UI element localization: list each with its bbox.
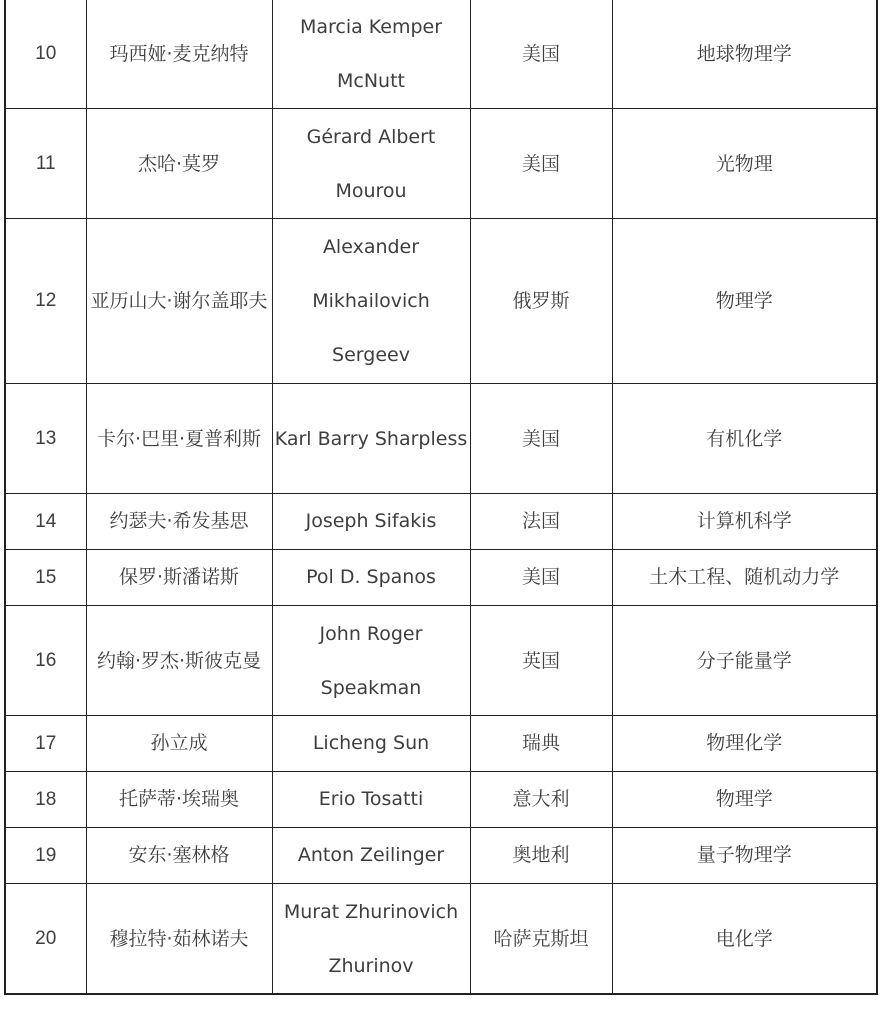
row-number-cell: 11 <box>5 109 86 219</box>
chinese-name-cell: 约瑟夫·希发基思 <box>86 494 272 550</box>
field-cell: 土木工程、随机动力学 <box>612 550 877 606</box>
english-name-cell: Pol D. Spanos <box>272 550 470 606</box>
table-row <box>5 884 877 995</box>
country-cell: 法国 <box>470 494 612 550</box>
field-cell: 电化学 <box>612 884 877 995</box>
field-cell: 光物理 <box>612 109 877 219</box>
row-number-cell: 18 <box>5 772 86 828</box>
field-cell: 物理化学 <box>612 716 877 772</box>
chinese-name-cell: 托萨蒂·埃瑞奥 <box>86 772 272 828</box>
table-row <box>5 219 877 384</box>
country-cell: 美国 <box>470 384 612 494</box>
table-row <box>5 716 877 772</box>
chinese-name-cell: 约翰·罗杰·斯彼克曼 <box>86 606 272 716</box>
row-number-cell: 14 <box>5 494 86 550</box>
english-name-cell: Murat Zhurinovich Zhurinov <box>272 884 470 995</box>
field-cell: 有机化学 <box>612 384 877 494</box>
chinese-name-cell: 孙立成 <box>86 716 272 772</box>
english-name-cell: Marcia Kemper McNutt <box>272 0 470 109</box>
country-cell: 美国 <box>470 0 612 109</box>
field-cell: 量子物理学 <box>612 828 877 884</box>
row-number-cell: 16 <box>5 606 86 716</box>
field-cell: 物理学 <box>612 219 877 384</box>
country-cell: 意大利 <box>470 772 612 828</box>
english-name-cell: Alexander Mikhailovich Sergeev <box>272 219 470 384</box>
english-name-cell: Licheng Sun <box>272 716 470 772</box>
country-cell: 美国 <box>470 550 612 606</box>
country-cell: 哈萨克斯坦 <box>470 884 612 995</box>
table-row <box>5 109 877 219</box>
chinese-name-cell: 卡尔·巴里·夏普利斯 <box>86 384 272 494</box>
country-cell: 奥地利 <box>470 828 612 884</box>
english-name-cell: Joseph Sifakis <box>272 494 470 550</box>
table-row <box>5 772 877 828</box>
english-name-cell: Karl Barry Sharpless <box>272 384 470 494</box>
row-number-cell: 10 <box>5 0 86 109</box>
chinese-name-cell: 保罗·斯潘诺斯 <box>86 550 272 606</box>
chinese-name-cell: 亚历山大·谢尔盖耶夫 <box>86 219 272 384</box>
row-number-cell: 12 <box>5 219 86 384</box>
field-cell: 计算机科学 <box>612 494 877 550</box>
english-name-cell: John Roger Speakman <box>272 606 470 716</box>
chinese-name-cell: 玛西娅·麦克纳特 <box>86 0 272 109</box>
table-row <box>5 494 877 550</box>
scientist-table <box>4 0 878 995</box>
country-cell: 瑞典 <box>470 716 612 772</box>
table-row <box>5 0 877 109</box>
row-number-cell: 15 <box>5 550 86 606</box>
table-row <box>5 606 877 716</box>
chinese-name-cell: 安东·塞林格 <box>86 828 272 884</box>
chinese-name-cell: 穆拉特·茹林诺夫 <box>86 884 272 995</box>
english-name-cell: Anton Zeilinger <box>272 828 470 884</box>
row-number-cell: 17 <box>5 716 86 772</box>
chinese-name-cell: 杰哈·莫罗 <box>86 109 272 219</box>
row-number-cell: 19 <box>5 828 86 884</box>
field-cell: 分子能量学 <box>612 606 877 716</box>
country-cell: 俄罗斯 <box>470 219 612 384</box>
table-row <box>5 384 877 494</box>
table-body <box>5 0 877 994</box>
table-row <box>5 828 877 884</box>
country-cell: 美国 <box>470 109 612 219</box>
row-number-cell: 20 <box>5 884 86 995</box>
table-row <box>5 550 877 606</box>
field-cell: 地球物理学 <box>612 0 877 109</box>
field-cell: 物理学 <box>612 772 877 828</box>
country-cell: 英国 <box>470 606 612 716</box>
english-name-cell: Gérard Albert Mourou <box>272 109 470 219</box>
english-name-cell: Erio Tosatti <box>272 772 470 828</box>
row-number-cell: 13 <box>5 384 86 494</box>
